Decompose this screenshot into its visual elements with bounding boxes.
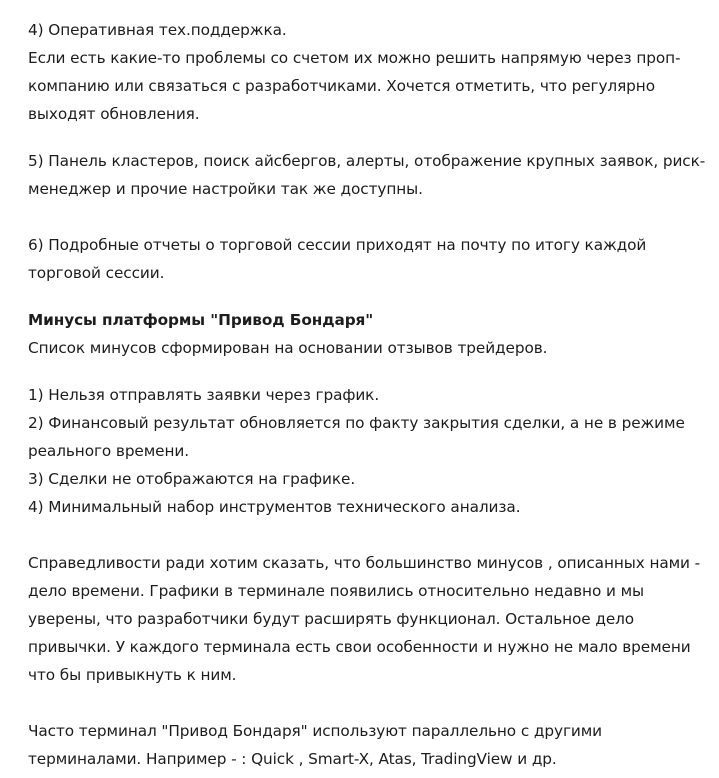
minuses-list [28, 381, 698, 521]
list-item: 1) Нельзя отправлять заявки через график. [28, 386, 380, 404]
minuses-section [28, 306, 698, 362]
fairness-paragraph [28, 549, 701, 689]
paragraph-line: 6) Подробные отчеты о торговой сессии приходят на почту по итогу каждой [28, 236, 647, 254]
minuses-heading: Минусы платформы "Привод Бондаря" [28, 311, 374, 329]
closing-paragraph [28, 717, 698, 773]
paragraph-line: терминалами. Например - : Quick , Smart-X, Atas, TradingView и др. [28, 750, 557, 768]
spacer [28, 689, 698, 717]
paragraph-line: Справедливости ради хотим сказать, что большинство минусов , описанных нами - [28, 554, 701, 572]
section-4 [28, 16, 698, 128]
paragraph-line: что бы привыкнуть к ним. [28, 666, 237, 684]
section-4-title: 4) Оперативная тех.поддержка. [28, 21, 287, 39]
section-5 [28, 147, 706, 203]
spacer [28, 362, 698, 381]
paragraph-line: компанию или связаться с разработчиками. Хочется отметить, что регулярно [28, 77, 655, 95]
list-item: реального времени. [28, 442, 189, 460]
minuses-intro: Список минусов сформирован на основании отзывов трейдеров. [28, 339, 548, 357]
spacer [28, 521, 698, 549]
list-item: 4) Минимальный набор инструментов технического анализа. [28, 498, 521, 516]
paragraph-line: Часто терминал "Привод Бондаря" используют параллельно с другими [28, 722, 603, 740]
paragraph-line: торговой сессии. [28, 264, 165, 282]
paragraph-line: 5) Панель кластеров, поиск айсбергов, алерты, отображение крупных заявок, риск- [28, 152, 706, 170]
spacer [28, 203, 698, 231]
paragraph-line: Если есть какие-то проблемы со счетом их можно решить напрямую через проп- [28, 49, 681, 67]
paragraph-line: дело времени. Графики в терминале появились относительно недавно и мы [28, 582, 645, 600]
spacer [28, 128, 698, 147]
paragraph-line: менеджер и прочие настройки так же доступны. [28, 180, 423, 198]
paragraph-line: привычки. У каждого терминала есть свои особенности и нужно не мало времени [28, 638, 691, 656]
section-6 [28, 231, 698, 287]
paragraph-line: выходят обновления. [28, 105, 200, 123]
list-item: 3) Сделки не отображаются на графике. [28, 470, 356, 488]
article-body [28, 16, 706, 773]
spacer [28, 287, 698, 306]
list-item: 2) Финансовый результат обновляется по факту закрытия сделки, а не в режиме [28, 414, 685, 432]
paragraph-line: уверены, что разработчики будут расширять функционал. Остальное дело [28, 610, 635, 628]
